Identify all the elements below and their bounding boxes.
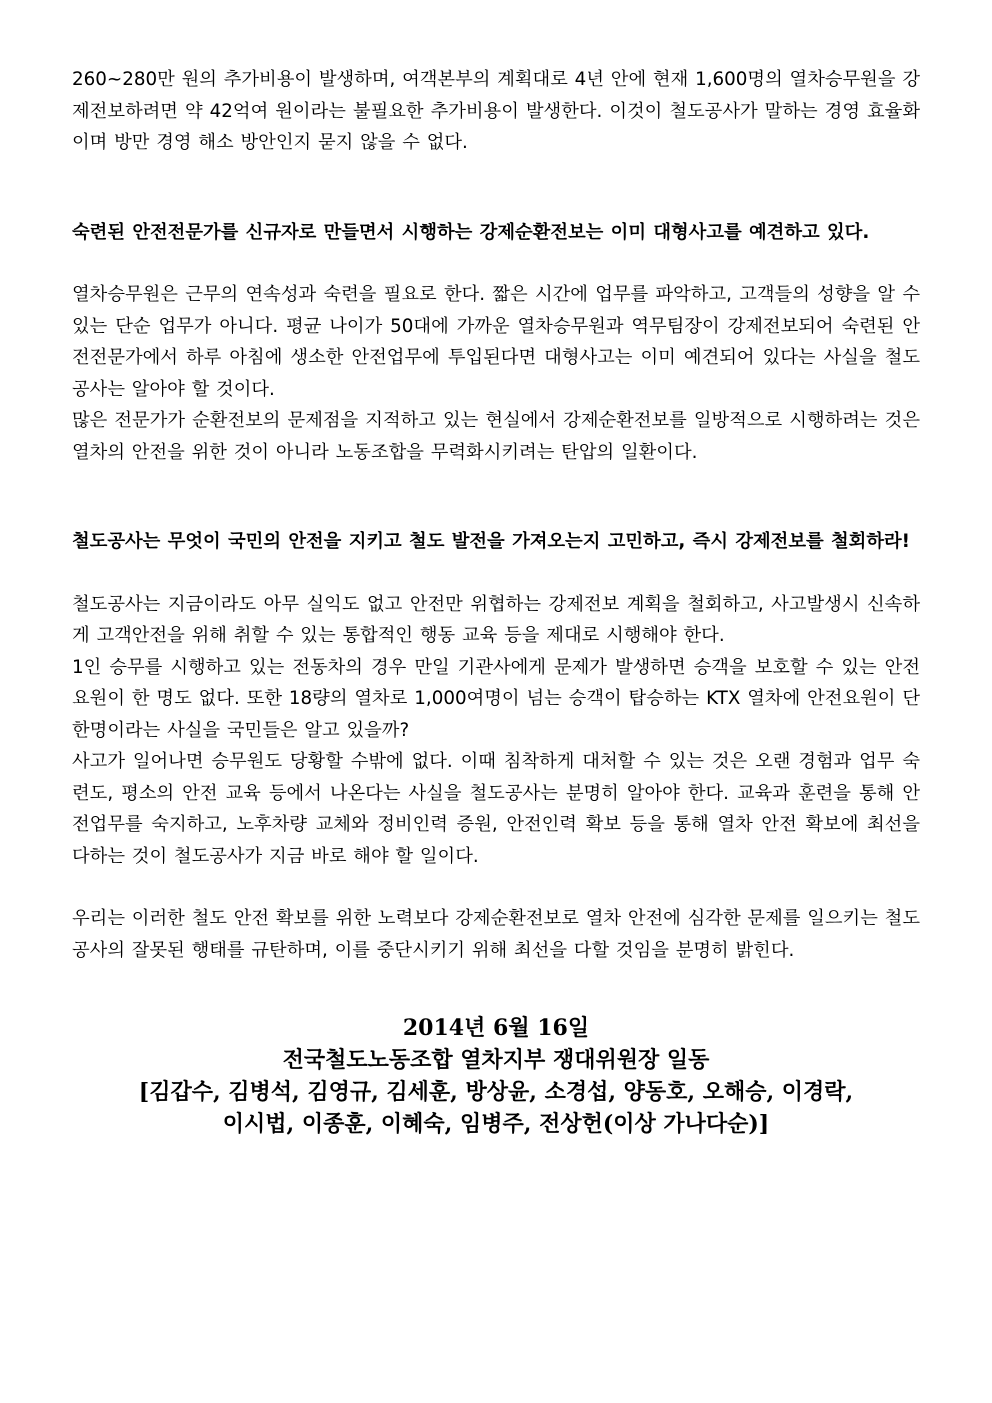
signature-block: [72, 1012, 920, 1140]
section-1-heading: 숙련된 안전전문가를 신규자로 만들면서 시행하는 강제순환전보는 이미 대형사고를 예견하고 있다.: [72, 221, 870, 243]
spacer: [72, 159, 920, 217]
spacer: [72, 248, 920, 279]
spacer: [72, 966, 920, 1012]
section-2-paragraph-2: 1인 승무를 시행하고 있는 전동차의 경우 만일 기관사에게 문제가 발생하면 승객을 보호할 수 있는 안전요원이 한 명도 없다. 또한 18량의 열차로 1,000여명이 넘는 승객이 탑승하는 KTX 열차에 안전요원이 단 한명이라는 사실을 국민들은 알고 있을까?: [72, 656, 920, 741]
signature-date: 2014년 6월 16일: [402, 1015, 590, 1041]
section-1-paragraph-1: 열차승무원은 근무의 연속성과 숙련을 필요로 한다. 짧은 시간에 업무를 파악하고, 고객들의 성향을 알 수 있는 단순 업무가 아니다. 평균 나이가 50대에 가까운 열차승무원과 역무팀장이 강제전보되어 숙련된 안전전문가에서 하루 아침에 생소한 안전업무에 투입된다면 대형사고는 이미 예견되어 있다는 사실을 철도공사는 알아야 할 것이다.: [72, 284, 920, 400]
conclusion-paragraph: 우리는 이러한 철도 안전 확보를 위한 노력보다 강제순환전보로 열차 안전에 심각한 문제를 일으키는 철도공사의 잘못된 행태를 규탄하며, 이를 중단시키기 위해 최선을 다할 것임을 분명히 밝힌다.: [72, 908, 920, 961]
spacer: [72, 468, 920, 526]
signature-names-line-1: [김갑수, 김병석, 김영규, 김세훈, 방상윤, 소경섭, 양동호, 오해승, 이경락,: [138, 1079, 854, 1105]
section-2-paragraph-3: 사고가 일어나면 승무원도 당황할 수밖에 없다. 이때 침착하게 대처할 수 있는 것은 오랜 경험과 업무 숙련도, 평소의 안전 교육 등에서 나온다는 사실을 철도공사는 분명히 알아야 한다. 교육과 훈련을 통해 안전업무를 숙지하고, 노후차량 교체와 정비인력 증원, 안전인력 확보 등을 통해 열차 안전 확보에 최선을 다하는 것이 철도공사가 지금 바로 해야 할 일이다.: [72, 751, 920, 867]
signature-names-line-2: 이시법, 이종훈, 이혜숙, 임병주, 전상헌(이상 가나다순)]: [222, 1111, 770, 1137]
spacer: [72, 558, 920, 589]
section-1-paragraph-2: 많은 전문가가 순환전보의 문제점을 지적하고 있는 현실에서 강제순환전보를 일방적으로 시행하려는 것은 열차의 안전을 위한 것이 아니라 노동조합을 무력화시키려는 탄압의 일환이다.: [72, 410, 920, 463]
section-2-heading: 철도공사는 무엇이 국민의 안전을 지키고 철도 발전을 가져오는지 고민하고, 즉시 강제전보를 철회하라!: [72, 531, 910, 552]
signature-organization: 전국철도노동조합 열차지부 쟁대위원장 일동: [282, 1047, 710, 1073]
spacer: [72, 872, 920, 903]
intro-paragraph: 260~280만 원의 추가비용이 발생하며, 여객본부의 계획대로 4년 안에 현재 1,600명의 열차승무원을 강제전보하려면 약 42억여 원이라는 불필요한 추가비용이 발생한다. 이것이 철도공사가 말하는 경영 효율화이며 방만 경영 해소 방안인지 묻지 않을 수 없다.: [72, 69, 920, 153]
section-2-paragraph-1: 철도공사는 지금이라도 아무 실익도 없고 안전만 위협하는 강제전보 계획을 철회하고, 사고발생시 신속하게 고객안전을 위해 취할 수 있는 통합적인 행동 교육 등을 제대로 시행해야 한다.: [72, 593, 920, 646]
